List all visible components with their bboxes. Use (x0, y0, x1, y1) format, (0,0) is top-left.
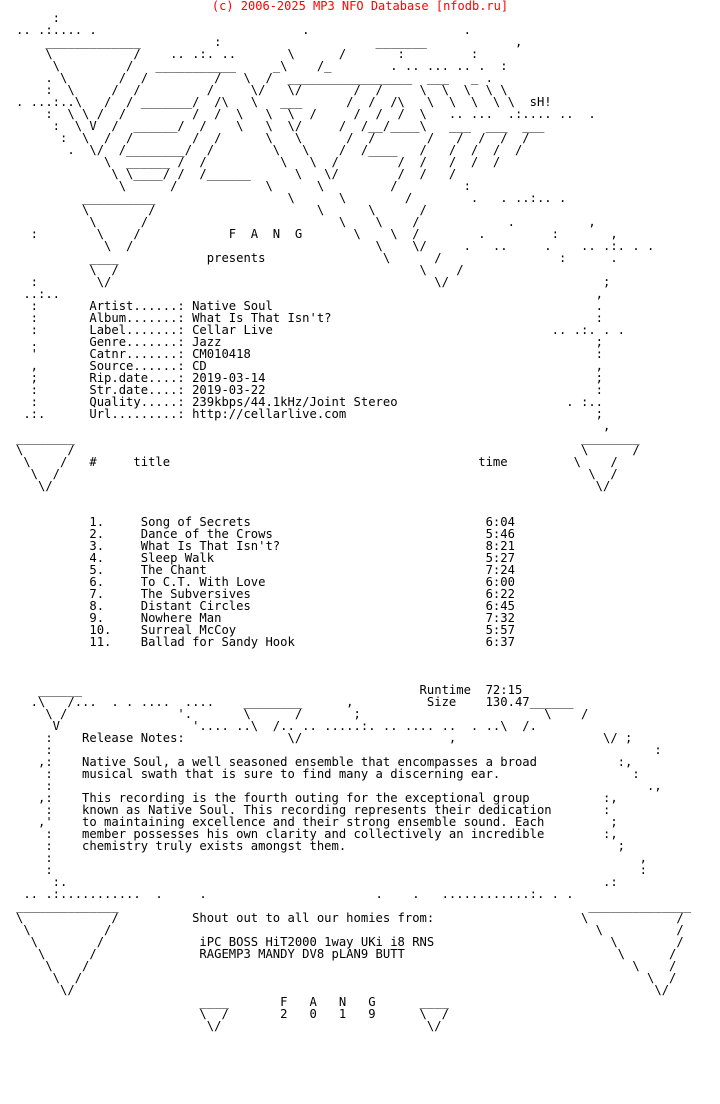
nfo-ascii-art: : .. .:.... . . . _____________ : _______ , \ / .. .:. .. \ / : : \ / ___________ _\ /_ . .. ... .. . : . \ / / / \ / _________________ ___ _ . : \ / / / \/ \/ / / \ \ \ \ \ . ...:..\ / / _______/ /\ \ ___ / / /\ \ \ \ \ \ sH! : \ \ / / / / \ \ \ / / / / \ .. ... .:.... .. . : \ V / ______/ / \ \ \/ / /__/____\ ___ ___ ___ : \ / / / / \ \ / / / / / / / . \/ /________/ / \ \ / /____ / / / / / \ ______ / / \ \ / / / / / / \ \____/ / /______ \ \/ / / / \ / \ \ / : __________ \ \ / . . ..:.. . \ / \ \ / \ / \ \ / . , : \ / F A N G \ \ / . : , \ / \ \/ . .. . .. .:. . . ____ presents \ / : . \ / \ / : \/ \/ ; ..:.. , : Artist......: Native Soul . : Album.......: What Is That Isn't? : : Label.......: Cellar Live .. .:. . . . Genre.......: Jazz ; ' Catnr.......: CM010418 : , Source......: CD , ; Rip.date....: 2019-03-14 ; : Str.date....: 2019-03-22 : : Quality.....: 239kbps/44.1kHz/Joint Stereo . :.. .:. Url.........: http://cellarlive.com ; , ________ ________ \ / \ / \ / # title time \ / \ / \ / \/ \/ 1. Song of Secrets 6:04 2. Dance of the Crows 5:46 3. What Is That Isn't? 8:21 4. Sleep Walk 5:27 5. The Chant 7:24 6. To C.T. With Love 6:00 7. The Subversives 6:22 8. Distant Circles 6:45 9. Nowhere Man 7:32 10. Surreal McCoy 5:57 11. Ballad for Sandy Hook 6:37 ______ Runtime 72:15 .\ /... . . .... .... ________ , Size 130.47______ \ / '. \ / ; \ / V '.... ..\ /.. .. .....:. .. .... .. . ..\ /. : Release Notes: \/ , \/ ; : : ,: Native Soul, a well seasoned ensemble that encompasses a broad :, : musical swath that is sure to find many a discerning ear. : : ., ,: This recording is the fourth outing for the exceptional group :, : known as Native Soul. This recording represents their dedication : ,' to maintaining excellence and their strong ensemble sound. Each ; : member possesses his own clarity and collectively an incredible :, : chemistry truly exists amongst them. ; : , : : :. .: .. .:........... . . . . ............:. . . ______________ ______________ \ / Shout out to all our homies from: \ / \ / \ / \ / iPC BOSS HiT2000 1way UKi i8 RNS \ / \ / RAGEMP3 MANDY DV8 pLAN9 BUTT \ / \ / \ / \ / \ / \/ \/ ____ F A N G ____ \ / 2 0 1 9 \ / \/ \/ (16, 11, 692, 1033)
copyright-header: (c) 2006-2025 MP3 NFO Database [nfodb.ru] (211, 0, 509, 13)
